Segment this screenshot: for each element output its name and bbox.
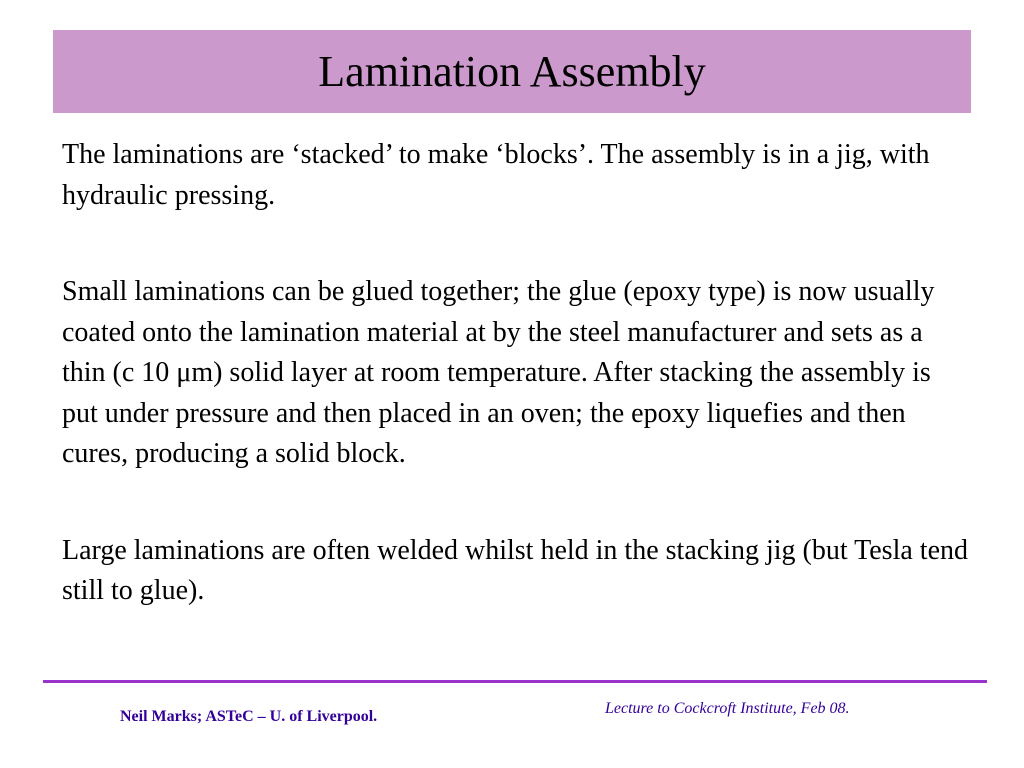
footer-event: Lecture to Cockcroft Institute, Feb 08. (605, 700, 850, 717)
paragraph-gluing: Small laminations can be glued together; the glue (epoxy type) is now usually coated onto the lamination material at by the steel manufacturer and sets as a thin (c 10 μm) solid layer at room temperature. After stacking the assembly is put under pressure and then placed in an oven; the epoxy liquefies and then cures, producing a solid block. (62, 276, 935, 469)
footer-author: Neil Marks; ASTeC – U. of Liverpool. (120, 708, 378, 725)
paragraph-welding: Large laminations are often welded whilst held in the stacking jig (but Tesla tend still to glue). (62, 534, 968, 606)
slide-title: Lamination Assembly (318, 46, 706, 96)
title-bar (53, 30, 971, 113)
footer-divider (43, 680, 987, 683)
paragraph-stacking: The laminations are ‘stacked’ to make ‘blocks’. The assembly is in a jig, with hydraulic pressing. (62, 139, 930, 211)
slide-body (62, 135, 972, 668)
